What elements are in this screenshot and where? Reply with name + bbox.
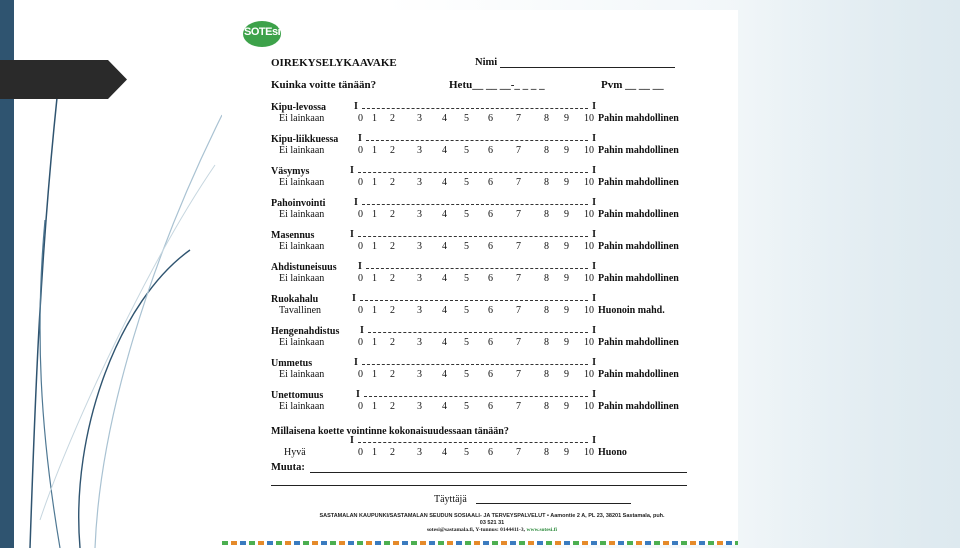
scale-line	[354, 359, 596, 369]
scale-number: 2	[390, 209, 395, 220]
scale-number: 7	[516, 177, 521, 188]
scale-number: 5	[464, 177, 469, 188]
scale-max-label: Pahin mahdollinen	[598, 145, 679, 156]
scale-number: 2	[390, 145, 395, 156]
scale-end-mark-left: I	[358, 261, 362, 272]
scale-number: 1	[372, 145, 377, 156]
scale-max-label: Pahin mahdollinen	[598, 177, 679, 188]
scale-line	[350, 437, 596, 447]
scale-number: 6	[488, 273, 493, 284]
scale-number: 7	[516, 145, 521, 156]
scale-end-mark-right: I	[592, 357, 596, 368]
scale-number: 0	[358, 337, 363, 348]
scale-min-label: Ei lainkaan	[279, 177, 325, 188]
scale-number: 7	[516, 401, 521, 412]
scale-number: 9	[564, 177, 569, 188]
scale-number: 0	[358, 305, 363, 316]
scale-end-mark-left: I	[350, 165, 354, 176]
scale-number: 9	[564, 369, 569, 380]
scale-end-mark-right: I	[592, 435, 596, 446]
scale-min-label: Ei lainkaan	[279, 337, 325, 348]
scale-number: 3	[417, 273, 422, 284]
scale-number: 6	[488, 401, 493, 412]
scale-number: 2	[390, 273, 395, 284]
scale-line	[358, 263, 596, 273]
scale-number: 4	[442, 113, 447, 124]
scale-number: 3	[417, 145, 422, 156]
scale-max-label: Huonoin mahd.	[598, 305, 665, 316]
scale-number: 3	[417, 209, 422, 220]
scale-label: Hengenahdistus	[271, 326, 340, 337]
scale-number: 10	[584, 401, 594, 412]
scale-number: 2	[390, 241, 395, 252]
footer-email: sotesi@sastamala.fi, Y-tunnus: 0144411-3,	[426, 527, 525, 533]
scale-end-mark-right: I	[592, 325, 596, 336]
scale-number: 6	[488, 113, 493, 124]
scale-number: 5	[464, 447, 469, 458]
scale-label: Kipu-liikkuessa	[271, 134, 339, 145]
scale-number: 1	[372, 241, 377, 252]
scale-number: 9	[564, 145, 569, 156]
scale-number: 0	[358, 209, 363, 220]
scale-number: 1	[372, 401, 377, 412]
scale-max-label: Huono	[598, 447, 627, 458]
scale-end-mark-left: I	[354, 357, 358, 368]
scale-dashes	[366, 140, 588, 141]
scale-number: 6	[488, 305, 493, 316]
scale-number: 4	[442, 337, 447, 348]
scale-end-mark-right: I	[592, 261, 596, 272]
footer-color-stripe	[222, 541, 738, 545]
scale-label: Millaisena koette vointinne kokonaisuudessaan tänään?	[271, 426, 509, 437]
scale-end-mark-right: I	[592, 133, 596, 144]
footer-phone: 03 521 31	[479, 520, 505, 526]
scale-dashes	[360, 300, 588, 301]
scale-label: Masennus	[271, 230, 315, 241]
scale-number: 5	[464, 113, 469, 124]
question-heading: Kuinka voitte tänään?	[271, 79, 377, 91]
scale-number: 8	[544, 113, 549, 124]
scale-number: 7	[516, 113, 521, 124]
filled-by-line	[476, 503, 631, 504]
scale-number: 9	[564, 209, 569, 220]
slide-right-gradient	[730, 0, 960, 548]
scale-number: 10	[584, 209, 594, 220]
scale-number: 3	[417, 369, 422, 380]
scale-number: 3	[417, 113, 422, 124]
scale-dashes	[366, 268, 588, 269]
scale-number: 2	[390, 177, 395, 188]
scale-number: 4	[442, 145, 447, 156]
scale-max-label: Pahin mahdollinen	[598, 113, 679, 124]
scale-line	[352, 295, 596, 305]
scale-number: 1	[372, 305, 377, 316]
scale-end-mark-right: I	[592, 229, 596, 240]
scale-number: 7	[516, 241, 521, 252]
scale-end-mark-right: I	[592, 293, 596, 304]
scale-number: 2	[390, 337, 395, 348]
scale-dashes	[358, 172, 588, 173]
scale-end-mark-left: I	[352, 293, 356, 304]
scale-number: 3	[417, 177, 422, 188]
scale-number: 8	[544, 369, 549, 380]
scale-dashes	[358, 442, 588, 443]
scale-number: 7	[516, 209, 521, 220]
scale-dashes	[362, 108, 588, 109]
scale-number: 1	[372, 209, 377, 220]
scale-number: 10	[584, 113, 594, 124]
scale-number: 5	[464, 337, 469, 348]
scale-line	[350, 231, 596, 241]
scale-number: 0	[358, 369, 363, 380]
scale-number: 4	[442, 369, 447, 380]
scale-number: 1	[372, 447, 377, 458]
scale-end-mark-left: I	[360, 325, 364, 336]
scale-label: Ruokahalu	[271, 294, 319, 305]
scale-number: 9	[564, 273, 569, 284]
scale-min-label: Ei lainkaan	[279, 113, 325, 124]
scale-number: 1	[372, 177, 377, 188]
scale-max-label: Pahin mahdollinen	[598, 337, 679, 348]
scale-number: 4	[442, 305, 447, 316]
scale-max-label: Pahin mahdollinen	[598, 209, 679, 220]
scale-line	[354, 103, 596, 113]
scale-number: 5	[464, 273, 469, 284]
scale-number: 8	[544, 209, 549, 220]
scale-line	[350, 167, 596, 177]
scale-number: 9	[564, 337, 569, 348]
scale-number: 10	[584, 369, 594, 380]
scale-label: Unettomuus	[271, 390, 324, 401]
scale-number: 2	[390, 113, 395, 124]
scale-label: Väsymys	[271, 166, 310, 177]
scale-number: 10	[584, 177, 594, 188]
scale-label: Kipu-levossa	[271, 102, 327, 113]
scale-number: 8	[544, 401, 549, 412]
scale-dashes	[362, 364, 588, 365]
scale-number: 0	[358, 401, 363, 412]
scale-number: 7	[516, 305, 521, 316]
scale-end-mark-right: I	[592, 165, 596, 176]
scale-number: 3	[417, 401, 422, 412]
scale-number: 1	[372, 337, 377, 348]
scale-line	[356, 391, 596, 401]
scale-end-mark-left: I	[354, 197, 358, 208]
scale-number: 3	[417, 447, 422, 458]
scale-number: 8	[544, 273, 549, 284]
scale-number: 6	[488, 177, 493, 188]
arrow-banner-icon	[0, 60, 127, 99]
scale-max-label: Pahin mahdollinen	[598, 401, 679, 412]
scale-number: 8	[544, 337, 549, 348]
scale-end-mark-right: I	[592, 197, 596, 208]
scale-number: 7	[516, 369, 521, 380]
scale-end-mark-left: I	[358, 133, 362, 144]
date-label: Pvm __ __ __	[601, 79, 664, 91]
scale-number: 3	[417, 305, 422, 316]
footer-contact	[262, 527, 722, 533]
scale-number: 4	[442, 177, 447, 188]
scale-min-label: Ei lainkaan	[279, 241, 325, 252]
scale-dashes	[368, 332, 588, 333]
scale-label: Ummetus	[271, 358, 313, 369]
scale-number: 8	[544, 145, 549, 156]
scale-number: 5	[464, 305, 469, 316]
scale-min-label: Ei lainkaan	[279, 401, 325, 412]
scale-number: 6	[488, 241, 493, 252]
scale-end-mark-left: I	[350, 229, 354, 240]
other-field-line-2	[271, 485, 687, 486]
name-label: Nimi	[475, 57, 498, 68]
scale-min-label: Ei lainkaan	[279, 273, 325, 284]
scale-end-mark-right: I	[592, 389, 596, 400]
scale-number: 10	[584, 273, 594, 284]
scale-max-label: Pahin mahdollinen	[598, 273, 679, 284]
scale-label: Ahdistuneisuus	[271, 262, 337, 273]
name-field-line	[500, 67, 675, 68]
scale-max-label: Pahin mahdollinen	[598, 241, 679, 252]
scale-number: 4	[442, 241, 447, 252]
scale-number: 10	[584, 241, 594, 252]
scale-dashes	[358, 236, 588, 237]
scale-number: 8	[544, 177, 549, 188]
other-field-line	[310, 472, 687, 473]
scale-end-mark-right: I	[592, 101, 596, 112]
scale-number: 1	[372, 113, 377, 124]
scale-label: Pahoinvointi	[271, 198, 326, 209]
scale-number: 2	[390, 369, 395, 380]
scale-number: 0	[358, 177, 363, 188]
scale-number: 9	[564, 113, 569, 124]
scale-number: 9	[564, 447, 569, 458]
scale-number: 5	[464, 209, 469, 220]
scale-number: 4	[442, 209, 447, 220]
scale-number: 7	[516, 273, 521, 284]
scale-number: 0	[358, 273, 363, 284]
scale-number: 5	[464, 145, 469, 156]
scale-number: 7	[516, 337, 521, 348]
scale-number: 2	[390, 447, 395, 458]
scale-number: 0	[358, 241, 363, 252]
scale-number: 0	[358, 447, 363, 458]
hetu-label: Hetu__ __ __-_ _ _ _	[449, 79, 545, 91]
scale-min-label: Tavallinen	[279, 305, 322, 316]
scale-number: 8	[544, 241, 549, 252]
scale-line	[360, 327, 596, 337]
scale-number: 6	[488, 369, 493, 380]
scale-number: 2	[390, 305, 395, 316]
scale-min-label: Hyvä	[284, 447, 306, 458]
scale-dashes	[364, 396, 588, 397]
scale-number: 6	[488, 447, 493, 458]
scale-number: 6	[488, 209, 493, 220]
scale-line	[354, 199, 596, 209]
filled-by-label: Täyttäjä	[434, 494, 467, 505]
scale-number: 1	[372, 273, 377, 284]
scale-number: 0	[358, 145, 363, 156]
form-title: OIREKYSELYKAAVAKE	[271, 57, 397, 69]
scale-end-mark-left: I	[354, 101, 358, 112]
scale-number: 9	[564, 241, 569, 252]
logo-text: SOTEsi	[244, 26, 281, 38]
scale-number: 0	[358, 113, 363, 124]
scale-number: 5	[464, 369, 469, 380]
scale-line	[358, 135, 596, 145]
scale-min-label: Ei lainkaan	[279, 145, 325, 156]
scale-number: 9	[564, 401, 569, 412]
symptom-questionnaire-document	[222, 10, 738, 545]
scale-max-label: Pahin mahdollinen	[598, 369, 679, 380]
other-label: Muuta:	[271, 462, 305, 473]
scale-number: 1	[372, 369, 377, 380]
scale-dashes	[362, 204, 588, 205]
scale-number: 4	[442, 447, 447, 458]
footer-address: SASTAMALAN KAUPUNKI/SASTAMALAN SEUDUN SOSIAALI- JA TERVEYSPALVELUT • Aamontie 2 A, PL 23, 38201 Sastamala, puh.	[319, 513, 665, 519]
scale-number: 10	[584, 337, 594, 348]
scale-number: 5	[464, 401, 469, 412]
scale-number: 4	[442, 401, 447, 412]
scale-number: 5	[464, 241, 469, 252]
scale-min-label: Ei lainkaan	[279, 369, 325, 380]
scale-number: 10	[584, 305, 594, 316]
scale-number: 6	[488, 337, 493, 348]
scale-number: 8	[544, 447, 549, 458]
scale-number: 8	[544, 305, 549, 316]
footer-website: www.sotesi.fi	[526, 527, 558, 533]
scale-number: 10	[584, 447, 594, 458]
scale-number: 3	[417, 241, 422, 252]
scale-number: 4	[442, 273, 447, 284]
scale-number: 10	[584, 145, 594, 156]
scale-number: 2	[390, 401, 395, 412]
scale-number: 7	[516, 447, 521, 458]
scale-number: 3	[417, 337, 422, 348]
scale-end-mark-left: I	[356, 389, 360, 400]
scale-end-mark-left: I	[350, 435, 354, 446]
scale-number: 6	[488, 145, 493, 156]
scale-number: 9	[564, 305, 569, 316]
scale-min-label: Ei lainkaan	[279, 209, 325, 220]
